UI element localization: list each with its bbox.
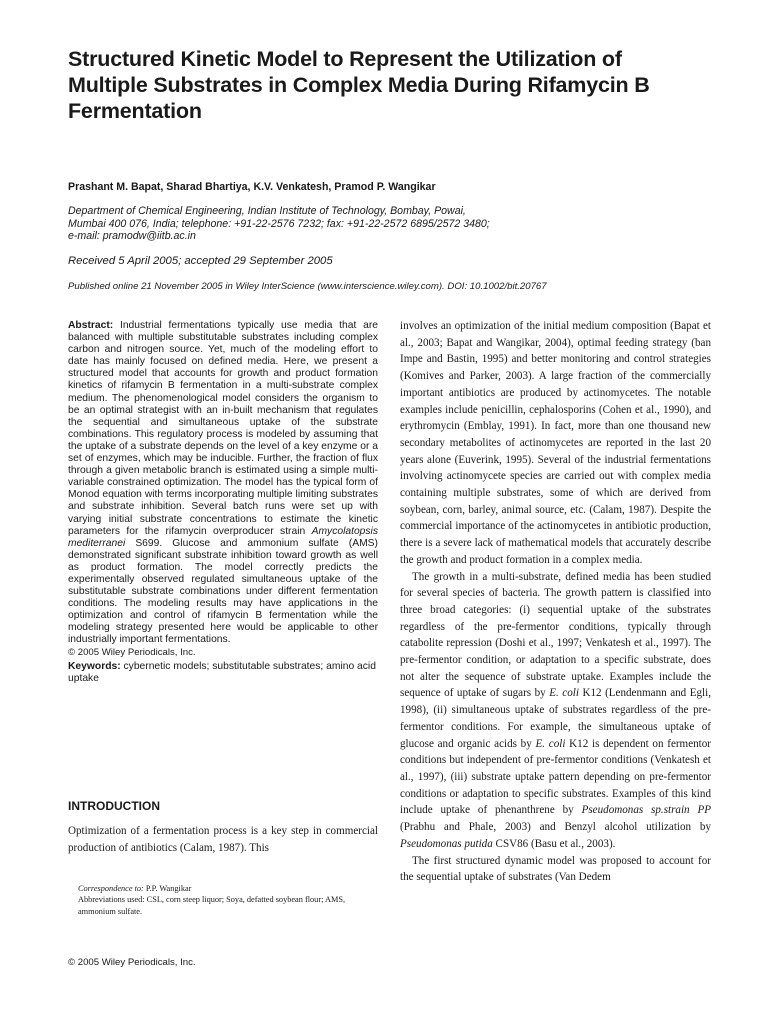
abstract-text: S699. Glucose and ammonium sulfate (AMS) demonstrated significant substrate inhibition toward growth as well as product formation. The model correctly predicts the experimentally observed regulated simultaneous uptake of the substitutable substrate combinations under different fermentation conditions. The modeling results may have applications in the optimization and control of rifamycin B fermentation while the modeling strategy presented here would be applicable to other industrially important fermentations. [68,537,378,646]
abstract-copyright: © 2005 Wiley Periodicals, Inc. [68,646,196,658]
body-text: (Prabhu and Phale, 2003) and Benzyl alcohol utilization by [400,821,711,834]
body-text: K12 is dependent on fermentor conditions but independent of pre-fermentor conditions (Venkatesh et al., 1997), (iii) substrate uptake pattern depending on pre-fermentor conditions or adaptation to specific substrates. Examples of this kind include uptake of phenanthrene by [400,737,711,817]
body-paragraph [400,569,711,853]
affiliation-line: Department of Chemical Engineering, Indian Institute of Technology, Bombay, Powai, [68,205,466,217]
publication-info: Published online 21 November 2005 in Wiley InterScience (www.interscience.wiley.com). DOI: 10.1002/bit.20767 [68,281,547,292]
correspondence-note [68,883,378,894]
left-column [68,320,378,685]
species-name: E. coli [535,737,566,750]
section-heading-introduction: INTRODUCTION [68,799,160,813]
received-dates: Received 5 April 2005; accepted 29 September 2005 [68,255,333,267]
correspondence-label: Correspondence to: [78,884,144,893]
body-paragraph: involves an optimization of the initial medium composition (Bapat et al., 2003; Bapat and Wangikar, 2004), optimal feeding strategy (ban Impe and Bastin, 1995) and better monitoring and control strategies (Komives and Parker, 2003). A large fraction of the commercially important antibiotics are produced by actinomycetes. The notable examples include penicillin, cephalosporins (Cohen et al., 1990), and erythromycin (Emblay, 1991). In fact, more than one thousand new secondary metabolites of actinomycetes are reported in the last 20 years alone (Euverink, 1995). Several of the industrial fermentations involving actinomycete species are carried out with complex media containing multiple substrates, some of which are derived from soybean, corn, barley, animal source, etc. (Calam, 1987). Despite the commercial importance of the actinomycetes in antibiotic production, there is a severe lack of mathematical models that accurately describe the growth and product formation in a complex media. [400,320,711,566]
introduction-text: Optimization of a fermentation process is a key step in commercial production of antibiotics (Calam, 1987). This [68,825,378,854]
species-name: Pseudomonas putida [400,837,493,850]
keywords-text: cybernetic models; substitutable substrates; amino acid uptake [68,660,376,684]
organism-name: Amycolatopsis mediterranei [68,525,378,549]
footnotes [68,883,378,917]
correspondence-name: P.P. Wangikar [145,884,192,893]
abstract-label: Abstract: [68,320,114,331]
affiliation [68,205,708,243]
abstract [68,320,378,659]
affiliation-email: e-mail: pramodw@iitb.ac.in [68,230,196,243]
species-name: E. coli [549,687,579,700]
abbreviations-note: Abbreviations used: CSL, corn steep liquor; Soya, defatted soybean flour; AMS, ammonium sulfate. [78,895,346,916]
author-list: Prashant M. Bapat, Sharad Bhartiya, K.V. Venkatesh, Pramod P. Wangikar [68,181,436,193]
abstract-text: Industrial fermentations typically use media that are balanced with multiple substitutable substrates including complex carbon and nitrogen source. Yet, much of the modeling effort to date has mainly focused on defined media. Here, we present a structured model that accounts for growth and product formation kinetics of rifamycin B fermentation in a multi-substrate complex medium. The phenomenological model considers the organism to be an optimal strategist with an in-built mechanism that regulates the sequential and simultaneous uptake of the substrate combinations. This regulatory process is modeled by assuming that the uptake of a substrate depends on the level of a key enzyme or a set of enzymes, which may be inducible. Further, the fraction of flux through a given metabolic branch is estimated using a simple multi-variable constrained optimization. The model has the typical form of Monod equation with terms incorporating multiple limiting substrates and substrate inhibition. Several batch runs were set up with varying initial substrate concentrations to estimate the kinetic parameters for the rifamycin overproducer strain [68,320,378,537]
species-name: Pseudomonas sp.strain PP [581,804,711,817]
keywords-label: Keywords: [68,660,121,672]
body-text: The growth in a multi-substrate, defined media has been studied for several species of bacteria. The growth pattern is classified into three broad categories: (i) sequential uptake of the substrates regardless of the pre-fermentor conditions, typically through catabolite repression (Doshi et al., 1997; Venkatesh et al., 1997). The pre-fermentor condition, or adaptation to a specific substrate, does not alter the sequence of substrate uptake. Examples include the sequence of uptake of sugars by [400,570,711,700]
keywords [68,661,378,685]
affiliation-line: Mumbai 400 076, India; telephone: +91-22-2576 7232; fax: +91-22-2572 6895/2572 3480; [68,217,490,230]
paper-title: Structured Kinetic Model to Represent the Utilization of Multiple Substrates in Complex Media During Rifamycin B Fermentation [68,47,650,123]
body-text: K12 (Lendenmann and Egli, 1998), (ii) simultaneous uptake of substrates regardless of the pre-fermentor conditions. For example, the simultaneous uptake of glucose and organic acids by [400,687,711,750]
body-text: CSV86 (Basu et al., 2003). [495,837,616,850]
page-copyright: © 2005 Wiley Periodicals, Inc. [68,957,196,968]
right-column [400,318,711,886]
body-paragraph: The first structured dynamic model was proposed to account for the sequential uptake of substrates (Van Dedem [400,854,711,884]
